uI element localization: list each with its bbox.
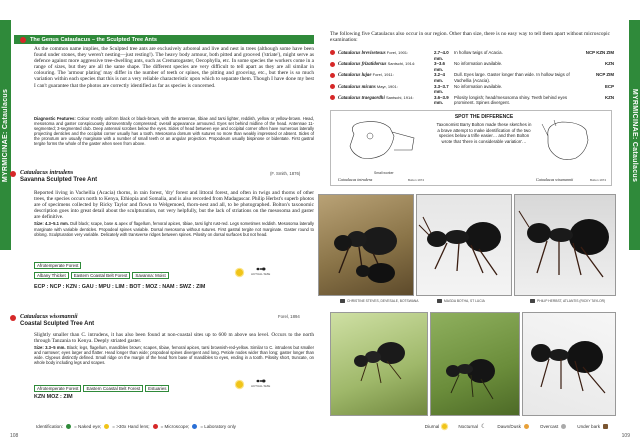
species2-body [34,332,314,366]
other-species-author: Mayr, 1901: [376,83,398,89]
page-number-right: 109 [621,433,630,439]
cloud-icon [561,424,566,429]
species2-text: Slightly smaller than C. intrudens, it has also been found at non-coastal sites up to 600 m above sea level. Occurs to the north through Tanzania to Kenya. Deeply striated gaster. [34,332,314,345]
sketch-right-label: Cataulacus wissmannii [536,177,574,182]
other-species-name: Cataulacus traegaordhi [338,95,385,101]
other-species-row [330,50,614,61]
photo-credit-1-text: CHRISTINE STEVES, DEVESALE, BOTSWANA [347,299,419,303]
red-dot-icon [10,315,16,321]
species1-author: (F. Smith, 1876) [270,171,301,176]
legend-activity-group [425,423,608,430]
red-dot-icon [330,50,335,55]
red-dot-icon [330,84,335,89]
photo-credit-2-text: MAGDA BOTHA, ST LUCIA [444,299,485,303]
other-species-range: NCP ZIM [596,72,614,78]
legend-laboratory: = Laboratory only [200,424,236,429]
other-species-name-cell [338,50,434,57]
species1-actual-size [251,266,270,276]
habitat-chip: Eastern Coastal Belt Forest [71,272,131,279]
other-species-name: Cataulacus lujae [338,73,372,79]
other-species-range: NCP KZN ZIM [585,50,614,55]
legend-overcast: Overcast [539,424,559,429]
sun-icon [236,381,243,388]
other-species-author: Forel, 1911: [372,72,394,78]
photo-wissmannii-2 [430,312,520,416]
photo-intrudens-1 [318,194,414,296]
page-number-left: 108 [10,433,19,439]
species2-icons [236,378,270,388]
ant-photo-illustration [331,313,428,416]
other-species-name: Cataulacus brevisetosus [338,51,386,56]
habitat-chip: Afrotemperate Forest [34,385,81,392]
genus-title: The Genus Cataulacus – the Sculpted Tree Ants [30,36,157,43]
side-tab-label: MYRMICINAE: Cataulacus [2,88,9,182]
other-species-range: ECP [604,83,614,89]
other-species-author: Forel, 1901: [386,50,409,55]
side-tab-left [0,20,11,250]
camera-icon [530,299,535,303]
other-species-row [330,72,614,83]
intrudens-sketch [334,114,432,184]
photo-intrudens-3 [514,194,616,296]
ant-photo-illustration [319,195,414,296]
legend-microscope: = Microscope; [160,424,190,429]
species1-habitats-row1 [34,262,81,269]
other-species-size: 2.7–4.0 mm. [434,50,449,61]
habitat-chip: Eastern Coastal Belt Forest [83,385,143,392]
blue-dot-icon [192,424,197,429]
photo-wissmannii-1 [330,312,428,416]
other-species-name: Cataulacus frizatidorsus [338,62,387,68]
species1-text: Reported living in Vachellia (Acacia) thorns, in rain forest, 'dry' forest and littoral forest, and often in twigs and thorns of other trees, the species occurs north to Kenya, Ethiopia and Somalia, and is also recorded from Madagascar. Philip Herbst's superb photos are of specimens collected by Ricky Taylor and flown to Welgemoed, thorn-nest and all, to be photographed. Bolton's taxonomic description goes into great detail about the sculpturation, not very helpfully, but the lack of striations on the mesosoma and gaster are definitive. [34,190,315,221]
photo-wissmannii-3 [522,312,616,416]
photo-intrudens-2 [416,194,512,296]
other-species-desc: In hollow twigs of Acacia. [454,50,503,55]
diagnostic-label: Diagnostic Features: [34,116,76,121]
camera-icon [340,299,345,303]
other-species-name-cell [338,84,434,91]
photo-credit-1 [340,299,419,303]
legend-dawn-dusk: Dawn/Dusk [497,424,521,429]
species2-size-text: Black; legs, flagellum, mandibles brown; scapes, tibiae, femoral apices, tarsi brownish-red-yellow. Similar to C. intrudens but smaller and narrower; eyes larger and flatter. Head longer than wide; propodeal spines divergent and long. Petiole nodes wider than long; gaster longer than wide. Clypeus distinctly defined. Small ridge on the margin of the head from base of mandibles to eyes, ending in a tooth. Pilosity short, truncate, on whole body including legs and scapes. [34,345,314,366]
species1-body [34,190,314,237]
species1-size-paragraph [34,221,314,236]
red-dot-icon [10,171,16,177]
species2-name: Cataulacus wissmannii [20,314,78,320]
species2-size-label: Size: 3.3–5 mm. [34,345,66,351]
species2-distribution: KZN MOZ : ZIM [34,394,73,400]
other-species-author: Santschi, 1914: [387,61,416,67]
other-species-desc: No information available. [454,61,503,67]
other-species-desc: No information available. [454,83,503,89]
intro-paragraph: As the common name implies, the Sculpted tree ants are exclusively arboreal and live and nest in trees (although some have been found under stones, they weren't nesting—just resting!). The heavy body armour, both pitted and grooved ('striate'), might serve as defence against more aggressive tree-dwelling ants, such as Crematogaster, Oecophylla, etc. In some species the workers come in a range of sizes, but they are all the same shape. The different species are very difficult to tell apart as they are all similar in colouring. The 'armour plating' may differ in the number of teeth or spines, the pitting and grooving, etc., but there is so much variation within each species that this is not a very reliable characteristic upon which to separate them. Though I have done my best I can't guarantee that the photos are correctly identified as far as species is concerned. [34,46,314,89]
other-species-size: 3.2–4 mm. [434,72,445,83]
species1-size-text: Dull black; scape, base & apex of flagellum, femoral apices, tibiae, tarsi light rust-red. Legs sometimes reddish. Mesosoma laterally marginate with variable denticles. Propodeal spines variable. Dorsal mesosoma without sutures. First gastral tergite not marginate. Gaster round to oblong. Sculpturation very variable. Delicately with transverse ridges between spines. Pilosity on dorsal surfaces but not head. [34,221,314,237]
moon-icon: ☾ [480,424,487,430]
species2-header [10,314,310,327]
species2-common-name: Coastal Sculpted Tree Ant [20,321,95,327]
sun-icon [236,269,243,276]
side-tab-label: MYRMICINAE: Cataulacus [631,88,638,182]
legend-nocturnal: Nocturnal [458,424,478,429]
spot-title: SPOT THE DIFFERENCE [454,114,514,120]
habitat-chip: Savanna: Moist [132,272,168,279]
habitat-chip: Estuaries [145,385,169,392]
ant-photo-illustration [515,195,616,296]
other-species-range: KZN [604,94,614,100]
diagnostic-paragraph [34,116,314,147]
red-dot-icon [330,62,335,67]
genus-title-bar [14,35,314,44]
legend-diurnal: Diurnal [424,424,440,429]
sun-icon [442,424,447,429]
species1-sun-group [236,269,243,276]
other-species-row [330,84,614,95]
other-species-row [330,95,614,106]
other-species-name-cell [338,72,434,79]
species1-habitats-row2 [34,272,169,279]
habitat-chip: Afrotemperate Forest [34,262,81,269]
ant-photo-illustration [431,313,520,416]
legend-naked-eye: = Naked eye; [74,424,102,429]
red-dot-icon [330,73,335,78]
identification-legend [36,423,608,430]
ant-photo-illustration [523,313,616,416]
photo-credit-3-text: PHILIP HERBST, ATLANTIS (RICKY TAYLOR) [537,299,606,303]
other-species-author: Santschi, 1914: [385,94,414,100]
species1-distribution: ECP : NCP : KZN : GAU : MPU : LIM : BOT : MOZ : NAM : SWZ : ZIM [34,284,206,290]
other-species-list [330,50,614,106]
red-dot-icon [153,424,158,429]
habitat-chip: Albany Thicket [34,272,69,279]
species2-actual-size-label: ACTUAL SIZE [251,384,271,388]
species1-size-label: Size: 4.3–5.1 mm. [34,221,69,227]
right-intro-paragraph: The following five Cataulacus also occur in our region. Other than size, there is no easy way to tell them apart without microscopic examination: [330,31,610,44]
sketch-right-credit: Bolton 1974 [590,178,607,182]
red-dot-icon [330,95,335,100]
yellow-dot-icon [104,424,109,429]
camera-icon [437,299,442,303]
sketch-left-small-worker-label: Small worker [374,171,394,175]
bark-icon [603,424,608,429]
species1-icons [236,266,270,276]
species2-size-paragraph [34,345,314,365]
sketch-left-label: Cataulacus intrudens [338,177,373,182]
species1-header [10,170,310,183]
ant-photo-illustration [417,195,512,296]
ant-silhouette-icon [256,266,266,272]
other-species-row [330,61,614,72]
other-species-name-cell [338,61,434,68]
sketch-left-credit: Bolton 1974 [408,178,425,182]
other-species-desc: Pilosity longish; head/mesosoma shiny. Teeth behind eyes prominent. Spines divergent. [454,94,568,106]
other-species-size: 3–3.6 mm. [434,61,445,72]
photo-credit-2 [437,299,485,303]
legend-hand-lens: = >30x Hand lens; [112,424,150,429]
species2-author: Forel, 1894 [278,314,300,319]
species1-actual-size-label: ACTUAL SIZE [251,272,271,276]
spot-text: Taxonomist Barry Bolton made these sketches in a brave attempt to make identification of the two species below a trifle easier… and then Bolton wrote that 'there is considerable variation'… [436,122,532,144]
dawn-dusk-icon [524,424,529,429]
ant-silhouette-icon [256,378,266,384]
legend-identification-group [36,424,236,429]
species1-common-name: Savanna Sculpted Tree Ant [20,177,98,183]
side-tab-right [629,20,640,250]
species2-habitats [34,385,169,392]
species2-actual-size [251,378,270,388]
wissmannii-sketch [534,114,610,184]
other-species-range: KZN [604,61,614,67]
species1-name: Cataulacus intrudens [20,170,74,176]
diagnostic-text: Colour mostly uniform black or black-brown, with the antennae, tibiae and tarsi lighter, reddish, yellow or yellow-brown. Head, mesosoma and gaster conspicuously dorsoventrally compressed; overall appearance armoured. Eyes set behind midline of the head. Antennae 11-segmented; 3-segmented club. Deep antennal scrobes below the eyes. Sides of head between eye and occipital corner often have numerous laterally projecting denticles and the occipital corner usually has a tooth. Mesosoma dorsum with sutures no more than weakly impressed or absent. Sides of the pronotum are usually marginate with a number of small teeth or an angular projection. Propodeum usually bispinose or bidentate. First gastral tergite forms the whole of the gaster when seen from above. [34,116,315,147]
other-species-desc: Dull. Eyes large. Gaster longer than wide. In hollow twigs of Vachellia (Acacia). [454,72,570,83]
legend-identification-label: Identification: [36,424,64,429]
other-species-name: Cataulacus micans [338,84,376,90]
other-species-name-cell [338,95,434,102]
photo-credit-3 [530,299,605,303]
green-dot-icon [66,424,71,429]
legend-under-bark: Under bark [577,424,600,429]
red-dot-icon [20,37,26,43]
other-species-size: 3.3–3.7 mm. [434,83,449,95]
other-species-size: 3.6–3.9 mm. [434,94,449,106]
